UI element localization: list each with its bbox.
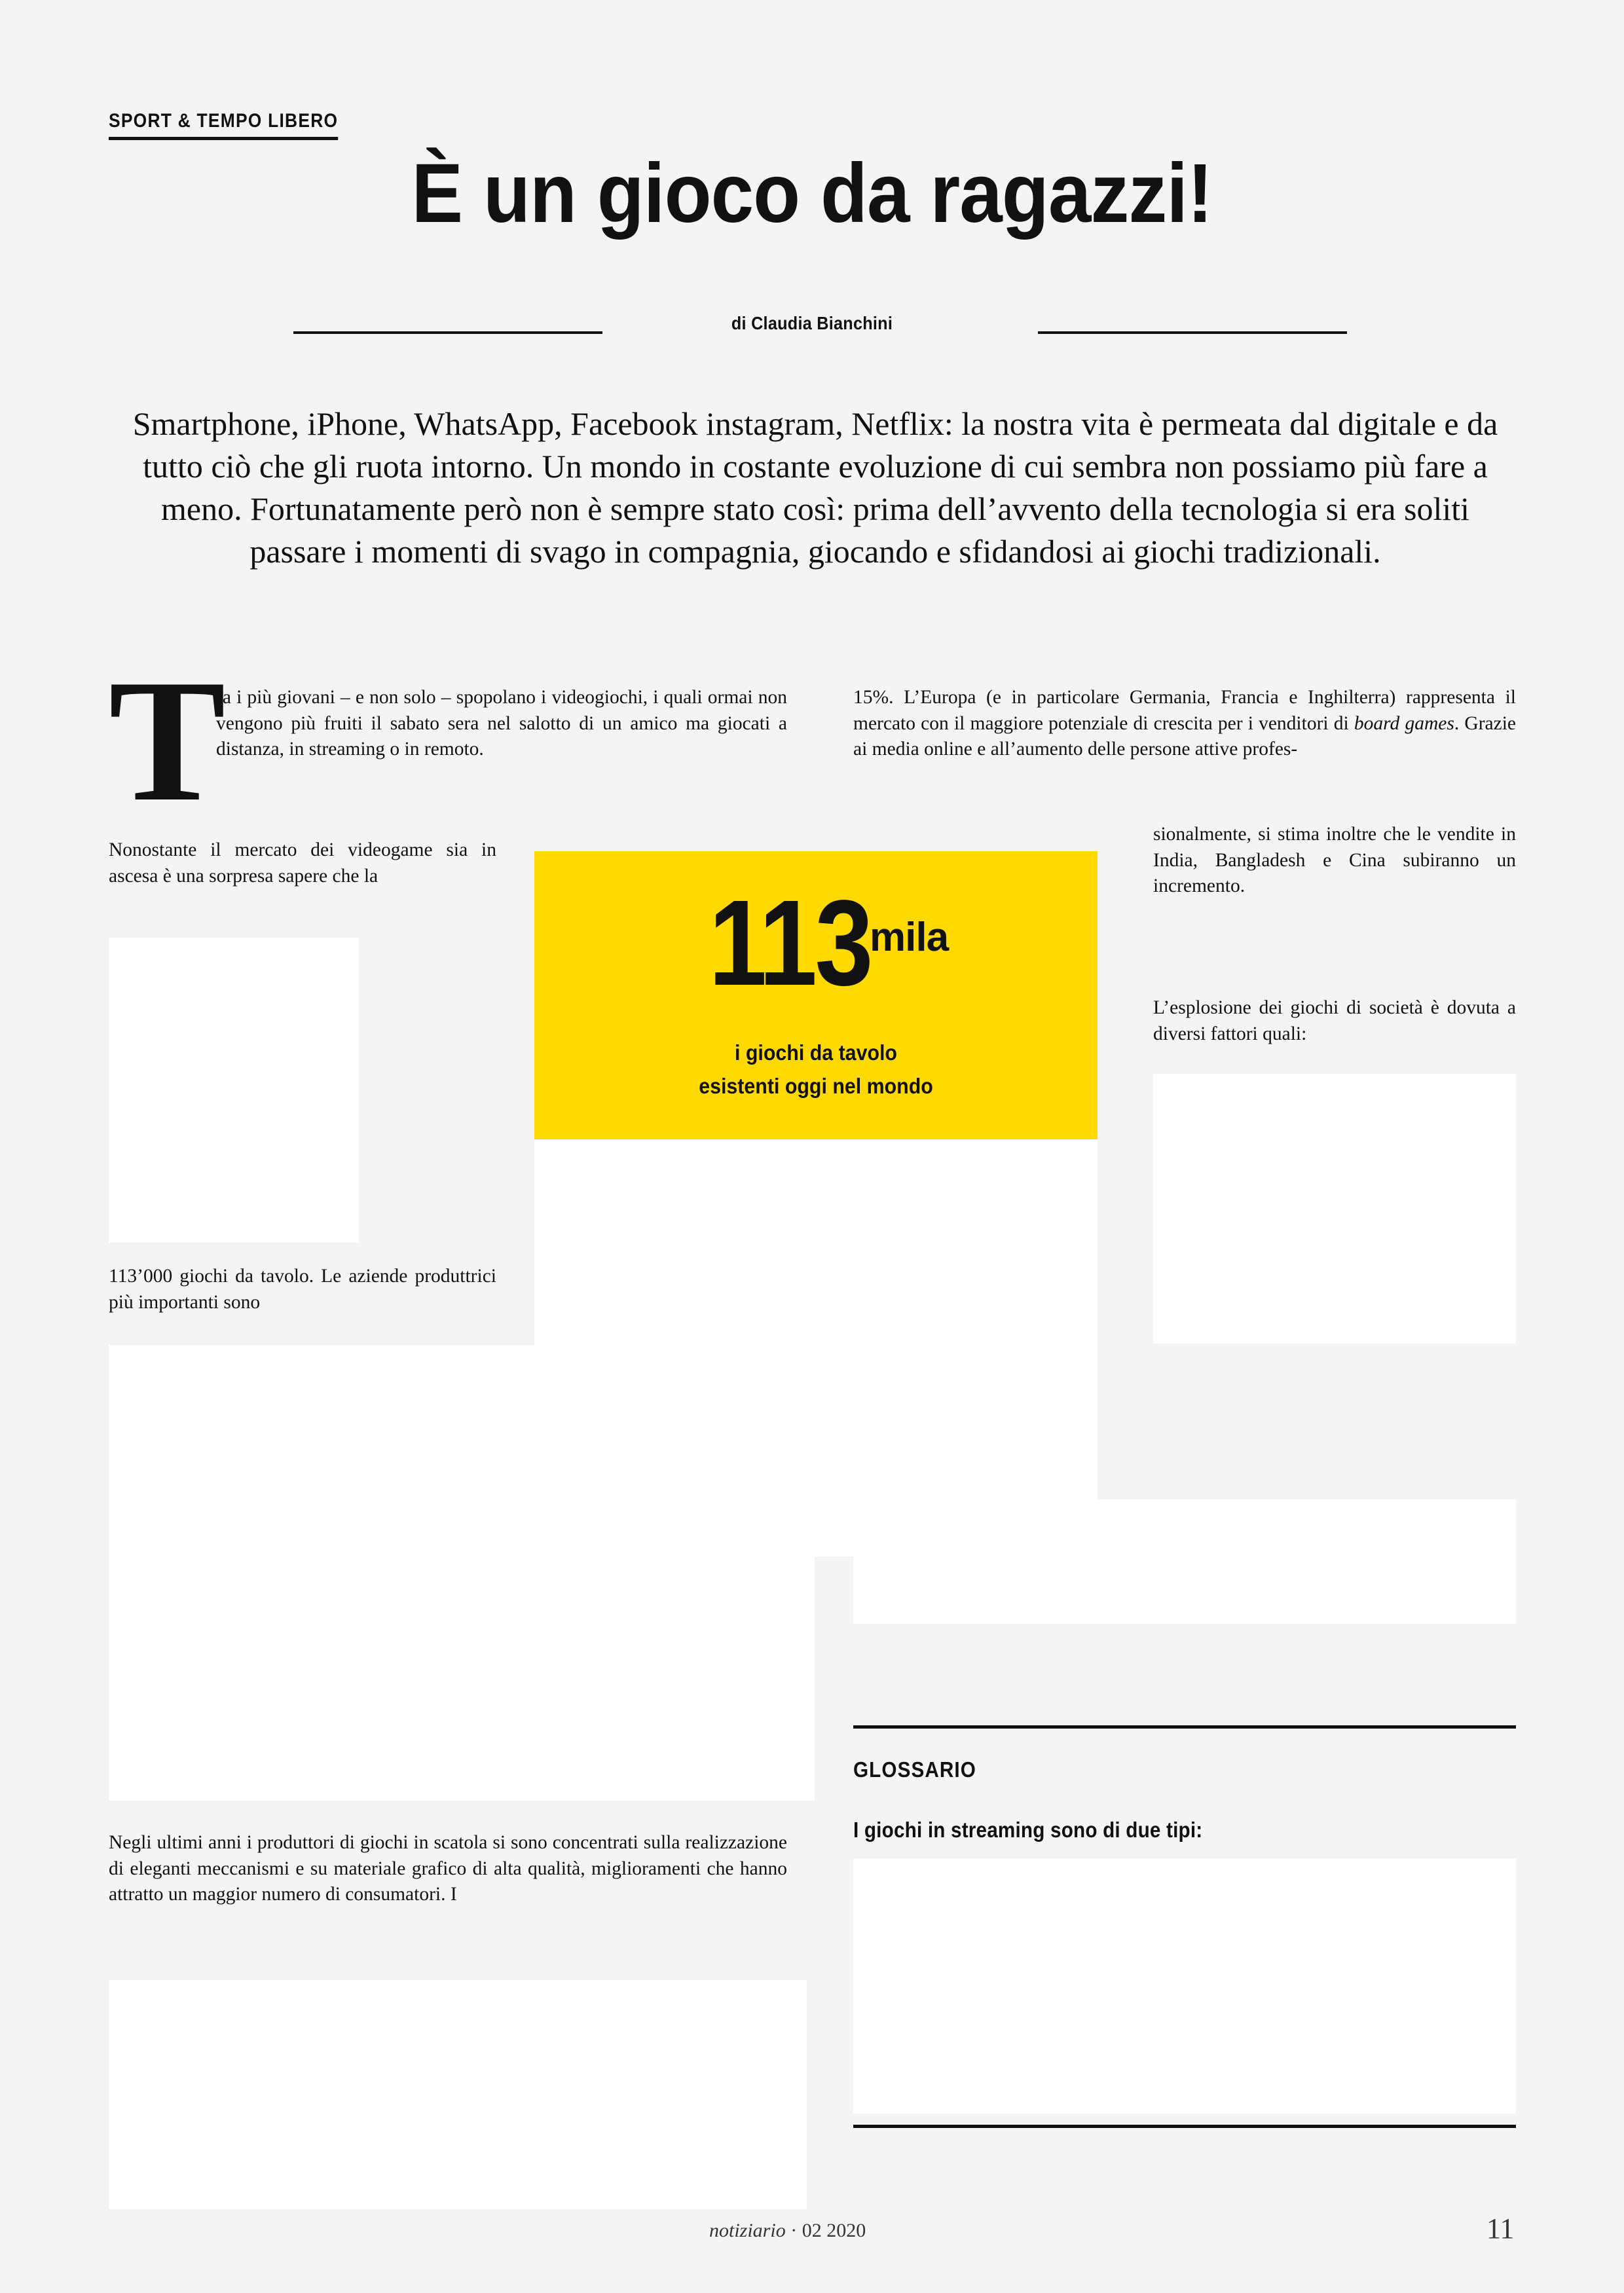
image-placeholder [109, 1345, 815, 1801]
paragraph: sionalmente, si stima inoltre che le vendite in India, Bangladesh e Cina subiranno un incremento. [1153, 824, 1516, 897]
body-column-right-a [853, 685, 1516, 763]
body-column-right-c [1153, 995, 1516, 1047]
statistic-caption-line-1: i giochi da tavolo [735, 1040, 897, 1065]
paragraph-italic-term: board games [1354, 712, 1454, 734]
image-placeholder [109, 1980, 807, 2209]
paragraph-part-b: . Grazie ai media online e all’aumento delle persone attive profes- [853, 712, 1517, 760]
page-number: 11 [1486, 2212, 1515, 2245]
statistic-caption [557, 1036, 1075, 1103]
statistic-number: 113 [709, 875, 871, 1011]
glossario-rule-top [853, 1725, 1516, 1729]
page-title: È un gioco da ragazzi! [411, 147, 1213, 240]
paragraph: Negli ultimi anni i produttori di giochi in scatola si sono concentrati sulla realizzazione di eleganti meccanismi e su materiale grafico di alta qualità, miglioramenti che hanno attratto un maggior numero di consumatori. I [109, 1832, 787, 1905]
standfirst: Smartphone, iPhone, WhatsApp, Facebook instagram, Netflix: la nostra vita è permeata dal digitale e da tutto ciò che gli ruota intorno. Un mondo in costante evoluzione di cui sembra non possiamo più fare a meno. Fortunatamente però non è sempre stato così: prima dell’avvento della tecnologia si era soliti passare i momenti di svago in compagnia, giocando e sfidandosi ai giochi tradizionali. [132, 405, 1498, 570]
glossario-content-placeholder [853, 1858, 1516, 2114]
paragraph [853, 685, 1516, 763]
body-column-left-d [109, 1830, 787, 1908]
glossario-subtitle: I giochi in streaming sono di due tipi: [853, 1818, 1203, 1842]
footer-magazine [709, 2220, 866, 2242]
section-kicker: SPORT & TEMPO LIBERO [109, 110, 338, 140]
statistic-figure [534, 875, 1098, 1011]
glossario-rule-bottom [853, 2125, 1516, 2128]
paragraph: ra i più giovani – e non solo – spopolano i videogiochi, i quali ormai non vengono più fruiti il sabato sera nel salotto di un amico ma giocati a distanza, in streaming o in remoto. [216, 687, 787, 760]
paragraph: 113’000 giochi da tavolo. Le aziende produttrici più importanti sono [109, 1266, 496, 1313]
paragraph: L’esplosione dei giochi di società è dovuta a diversi fattori quali: [1153, 997, 1516, 1044]
body-column-left-b [109, 837, 496, 889]
statistic-callout [534, 851, 1098, 1139]
footer-magazine-name: notiziario [709, 2220, 786, 2241]
byline-author: di Claudia Bianchini [731, 313, 893, 333]
footer-issue: · 02 2020 [790, 2220, 866, 2241]
body-column-left-a [216, 685, 787, 763]
body-column-right-b [1153, 822, 1516, 900]
statistic-caption-line-2: esistenti oggi nel mondo [699, 1074, 933, 1099]
body-column-left-c [109, 1264, 496, 1315]
glossario-title: GLOSSARIO [853, 1757, 976, 1782]
image-placeholder [853, 1499, 1516, 1624]
image-placeholder [109, 938, 359, 1243]
drop-cap: T [109, 643, 223, 837]
byline [0, 313, 1624, 352]
image-placeholder [1153, 1074, 1516, 1344]
paragraph-part-a: 15%. L’Europa (e in particolare Germania, Francia e Inghilterra) rappresenta il mercato con il maggiore potenziale di crescita per i venditori di [853, 687, 1516, 734]
paragraph: Nonostante il mercato dei videogame sia in ascesa è una sorpresa sapere che la [109, 839, 496, 887]
statistic-unit: mila [870, 914, 949, 960]
